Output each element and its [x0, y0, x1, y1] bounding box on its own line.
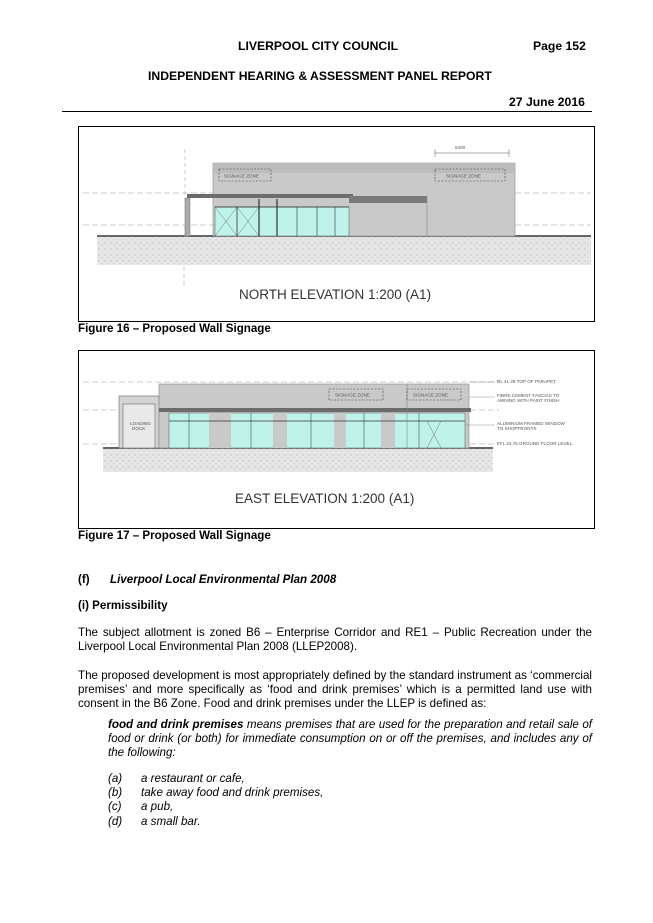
list-item: (c) a pub, — [108, 800, 174, 814]
north-signage-zone-2: SIGNAGE ZONE — [446, 173, 481, 179]
note-ffl: FFL 34.75 GROUND FLOOR LEVEL — [497, 441, 573, 446]
list-item: (b) take away food and drink premises, — [108, 786, 324, 800]
paragraph-zoning: The subject allotment is zoned B6 – Enterprise Corridor and RE1 – Public Recreation under the Liverpool Local Environmental Plan 2008 (LLEP2008). — [78, 626, 592, 654]
figure-17-caption: Figure 17 – Proposed Wall Signage — [78, 529, 271, 542]
page-number: Page 152 — [533, 39, 586, 53]
north-dimension: 6400 — [455, 145, 466, 150]
figure-16-frame — [78, 126, 595, 322]
note-fascia-1: FIBRE CEMENT FASCIAS TO — [497, 393, 560, 398]
north-signage-zone-1: SIGNAGE ZONE — [224, 173, 259, 179]
note-window-2: TO SHOPFRONTS — [497, 426, 537, 431]
council-name: LIVERPOOL CITY COUNCIL — [238, 39, 399, 53]
paragraph-definition: The proposed development is most appropriately defined by the standard instrument as ‘commercial premises’ and more specifically as ‘food and drink premises’ which is a permitted land use with consent in the B6 Zone. Food and drink premises under the LLEP is defined as: — [78, 669, 592, 711]
definition-text: means premises that are used for the preparation and retail sale of food or drink (or both) for immediate consumption on or off the premises, and includes any of the following: — [108, 718, 592, 760]
east-elevation-title: EAST ELEVATION 1:200 (A1) — [235, 491, 415, 506]
loading-dock-label-2: DOCK — [132, 426, 146, 431]
list-item: (a) a restaurant or cafe, — [108, 772, 245, 785]
north-elevation-drawing — [79, 127, 594, 321]
note-window-1: ALUMINIUM FRAMED WINDOW — [497, 421, 565, 426]
note-parapet: RL 41.25 TOP OF PARAPET — [497, 379, 556, 384]
section-label: (f) — [78, 573, 90, 586]
header-rule — [62, 111, 592, 112]
east-signage-zone-1: SIGNAGE ZONE — [335, 392, 370, 398]
report-title: INDEPENDENT HEARING & ASSESSMENT PANEL REPORT — [148, 69, 492, 83]
east-signage-zone-2: SIGNAGE ZONE — [413, 392, 448, 398]
definition-block — [108, 718, 592, 761]
report-date: 27 June 2016 — [509, 95, 585, 109]
section-heading — [78, 573, 337, 586]
figure-16-caption: Figure 16 – Proposed Wall Signage — [78, 322, 271, 335]
definition-list — [108, 772, 323, 829]
subsection-heading: (i) Permissibility — [78, 599, 168, 612]
list-item: (d) a small bar. — [108, 814, 201, 828]
north-elevation-title: NORTH ELEVATION 1:200 (A1) — [239, 287, 432, 302]
definition-term: food and drink premises — [108, 718, 244, 731]
loading-dock-label-1: LOADING — [130, 421, 151, 426]
east-elevation-drawing — [79, 351, 594, 528]
note-fascia-2: AWNING WITH PAINT FINISH — [497, 398, 560, 403]
section-title: Liverpool Local Environmental Plan 2008 — [110, 573, 337, 586]
figure-17-frame — [78, 350, 595, 529]
